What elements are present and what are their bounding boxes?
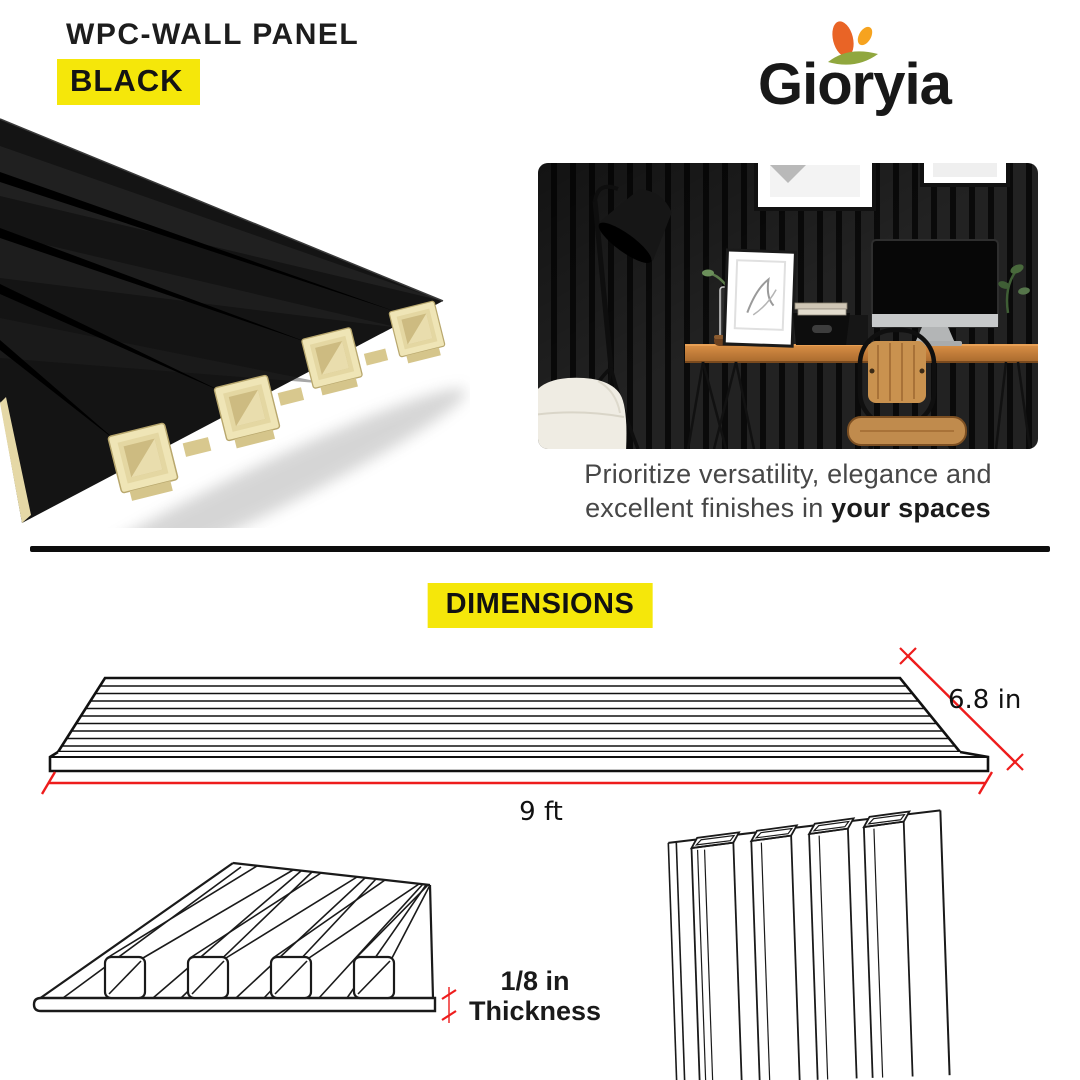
thickness-label <box>450 966 620 1026</box>
storage-box <box>793 313 868 345</box>
color-badge: BLACK <box>57 59 200 105</box>
thickness-word: Thickness <box>468 996 602 1026</box>
cross-section-drawing <box>25 853 470 1031</box>
section-divider <box>30 546 1050 552</box>
wall-frame-large <box>756 163 874 209</box>
leaning-frame <box>724 250 795 346</box>
caption-line1: Prioritize versatility, elegance and <box>584 459 992 489</box>
thickness-value: 1/8 in <box>500 966 570 996</box>
caption-line2: excellent finishes in your spaces <box>585 493 991 523</box>
dimensions-badge: DIMENSIONS <box>428 583 653 628</box>
book-stack <box>795 303 847 315</box>
width-value: 6.8 in <box>948 685 1022 715</box>
armchair <box>538 378 626 449</box>
lifestyle-photo <box>538 163 1038 449</box>
caption-highlight: your spaces <box>831 493 991 523</box>
length-dimension-line <box>42 772 992 794</box>
panel-body <box>0 119 443 523</box>
length-value: 9 ft <box>519 797 563 827</box>
brand-logo-text: Gioryia <box>758 52 951 116</box>
brand-logo <box>748 14 1028 116</box>
photo-caption <box>528 457 1048 525</box>
rear-view-drawing <box>660 806 960 1080</box>
page-title: WPC-WALL PANEL <box>66 18 360 51</box>
product-panel-image <box>0 106 470 528</box>
wall-frame-small <box>922 163 1008 185</box>
